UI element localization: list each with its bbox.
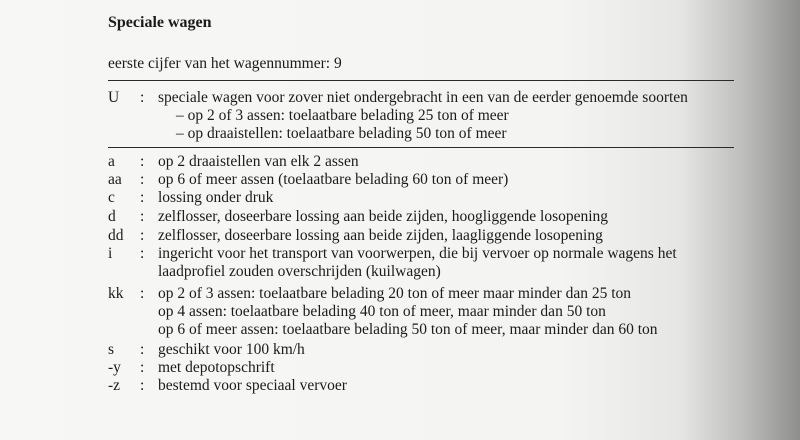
row-colon: :	[140, 377, 145, 394]
row-subitem: – op draaistellen: toelaatbare belading 50 ton of meer	[176, 125, 507, 142]
top-rule	[108, 80, 734, 81]
row-continuation: op 6 of meer assen: toelaatbare belading 50 ton of meer, maar minder dan 60 ton	[158, 321, 658, 338]
row-colon: :	[140, 89, 145, 106]
row-continuation: op 4 assen: toelaatbare belading 40 ton of meer, maar minder dan 50 ton	[158, 303, 606, 320]
row-code: a	[108, 153, 115, 170]
row-description: op 6 of meer assen (toelaatbare belading 60 ton of meer)	[158, 171, 509, 188]
middle-rule	[108, 147, 734, 148]
row-colon: :	[140, 359, 145, 376]
row-description: op 2 draaistellen van elk 2 assen	[158, 153, 359, 170]
row-description: op 2 of 3 assen: toelaatbare belading 20 ton of meer maar minder dan 25 ton	[158, 285, 632, 302]
row-code: dd	[108, 227, 124, 244]
section-heading: Speciale wagen	[108, 14, 212, 31]
row-code: c	[108, 189, 115, 206]
row-description: zelflosser, doseerbare lossing aan beide zijden, hoogliggende losopening	[158, 208, 609, 225]
row-description: lossing onder druk	[158, 189, 274, 206]
row-description: speciale wagen voor zover niet ondergebracht in een van de eerder genoemde soorten	[158, 89, 688, 106]
row-code: -y	[108, 359, 121, 376]
wagon-number-subtitle: eerste cijfer van het wagennummer: 9	[108, 55, 342, 72]
row-code: d	[108, 208, 116, 225]
row-colon: :	[140, 285, 145, 302]
row-colon: :	[140, 341, 145, 358]
row-code: -z	[108, 377, 121, 394]
row-description: met depotopschrift	[158, 359, 275, 376]
row-code: i	[108, 245, 113, 262]
row-code: s	[108, 341, 115, 358]
row-colon: :	[140, 171, 145, 188]
row-colon: :	[140, 208, 145, 225]
row-colon: :	[140, 227, 145, 244]
row-code: aa	[108, 171, 122, 188]
row-description: zelflosser, doseerbare lossing aan beide zijden, laagliggende losopening	[158, 227, 603, 244]
row-colon: :	[140, 189, 145, 206]
row-description: bestemd voor speciaal vervoer	[158, 377, 347, 394]
row-description: ingericht voor het transport van voorwerpen, die bij vervoer op normale wagens het	[158, 245, 677, 262]
row-continuation: laadprofiel zouden overschrijden (kuilwagen)	[158, 263, 441, 280]
row-code: U	[108, 89, 120, 106]
row-colon: :	[140, 245, 145, 262]
row-subitem: – op 2 of 3 assen: toelaatbare belading 25 ton of meer	[176, 107, 509, 124]
row-code: kk	[108, 285, 124, 302]
row-description: geschikt voor 100 km/h	[158, 341, 305, 358]
row-colon: :	[140, 153, 145, 170]
